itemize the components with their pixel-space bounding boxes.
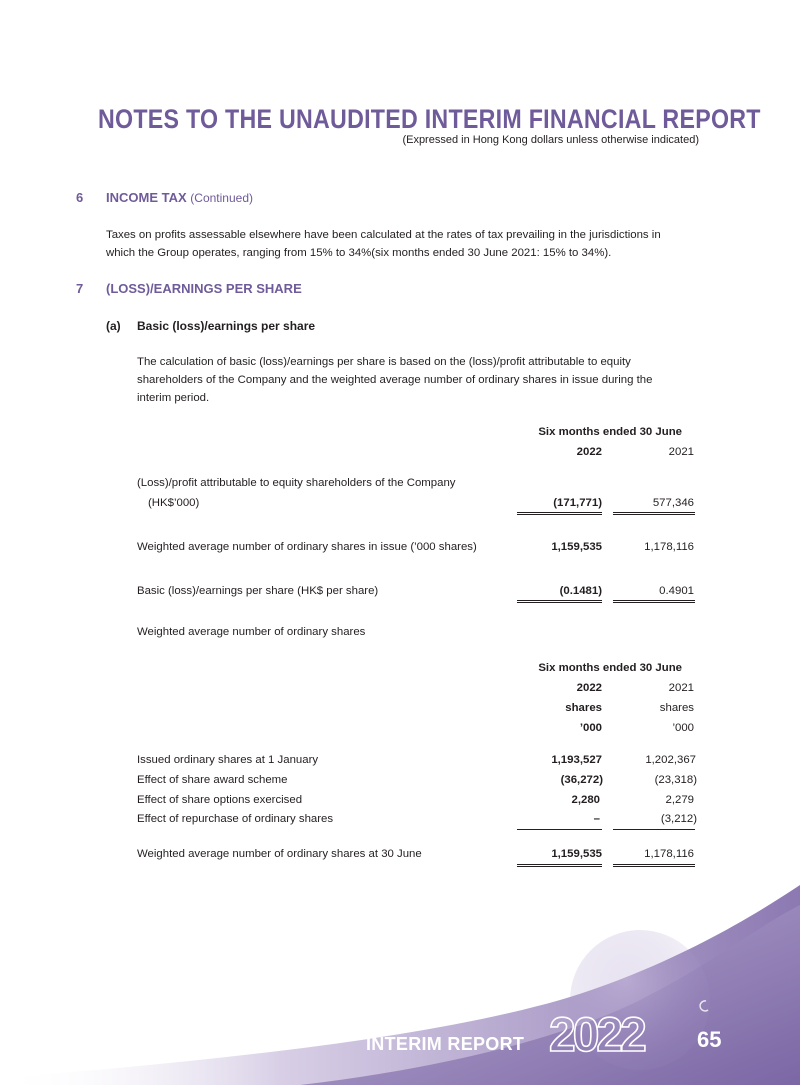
table2-col-2021: 2021 [668,682,694,694]
section-6-number: 6 [76,190,84,205]
table2-row-label: Effect of share options exercised [137,794,303,806]
section-6-title: INCOME TAX [106,190,187,205]
table1-value-2022: (0.1481) [559,585,602,597]
table1-period-header: Six months ended 30 June [538,426,682,438]
table2-row-label: Effect of repurchase of ordinary shares [137,813,334,825]
section-6-heading [106,190,253,205]
single-underline [517,829,602,830]
section-7-heading: (LOSS)/EARNINGS PER SHARE [106,281,302,296]
subsection-a-para-line: shareholders of the Company and the weighted average number of ordinary shares in issue during the [137,374,653,386]
page-subtitle: (Expressed in Hong Kong dollars unless otherwise indicated) [402,134,699,146]
table2-value-2022: – [593,813,600,825]
double-underline [517,512,602,515]
table2-row-label: Effect of share award scheme [137,774,288,786]
section-6-paragraph [106,226,701,262]
table2-value-2021: (3,212) [660,813,697,825]
table2-value-2022: 2,280 [571,794,600,806]
table2-period-header: Six months ended 30 June [538,662,682,674]
table2-caption: Weighted average number of ordinary shares [137,626,366,638]
table2-unit-2022: shares [565,702,602,714]
double-underline [613,512,695,515]
table1-value-2021: 1,178,116 [644,541,694,553]
double-underline [517,600,602,603]
footer-report-title: INTERIM REPORT [366,1034,525,1054]
table1-col-2021: 2021 [668,446,694,458]
table1-row-label: Weighted average number of ordinary shares in issue (’000 shares) [137,541,477,553]
subsection-a-heading: Basic (loss)/earnings per share [137,319,316,333]
table2-value-2021: 1,202,367 [645,754,696,766]
table2-total-2021: 1,178,116 [644,848,694,860]
page-title: NOTES TO THE UNAUDITED INTERIM FINANCIAL REPORT [98,104,761,134]
double-underline [517,864,602,867]
section-6-para-line: Taxes on profits assessable elsewhere have been calculated at the rates of tax prevailing in the jurisdictions in [106,229,661,241]
table1-value-2021: 0.4901 [659,585,694,597]
table2-total-2022: 1,159,535 [551,848,602,860]
table1-value-2022: 1,159,535 [551,541,602,553]
subsection-a-paragraph [137,353,701,407]
section-6-continued: (Continued) [190,191,253,205]
section-7-number: 7 [76,281,84,296]
table2-value-2022: (36,272) [560,774,603,786]
section-6-para-line: which the Group operates, ranging from 15% to 34%(six months ended 30 June 2021: 15% to 34%). [106,247,612,259]
table1-col-2022: 2022 [576,446,602,458]
footer-year: 2022 [549,1009,644,1062]
table2-col-2022: 2022 [576,682,602,694]
subsection-a-para-line: The calculation of basic (loss)/earnings per share is based on the (loss)/profit attributable to equity [137,356,631,368]
table2-unit2-2021: ’000 [672,722,694,734]
table1-row-label: (HK$’000) [148,497,200,509]
single-underline [613,829,695,830]
table1-value-2022: (171,771) [553,497,602,509]
table2-value-2022: 1,193,527 [551,754,602,766]
subsection-a-label: (a) [106,319,121,333]
double-underline [613,600,695,603]
table1-value-2021: 577,346 [652,497,694,509]
double-underline [613,864,695,867]
table1-row-label: (Loss)/profit attributable to equity shareholders of the Company [137,477,456,489]
table2-unit-2021: shares [659,702,694,714]
table2-row-label: Issued ordinary shares at 1 January [137,754,319,766]
table2-total-label: Weighted average number of ordinary shares at 30 June [137,848,422,860]
table2-unit2-2022: ’000 [579,722,602,734]
table2-value-2021: (23,318) [654,774,697,786]
table1-row-label: Basic (loss)/earnings per share (HK$ per share) [137,585,379,597]
subsection-a-para-line: interim period. [137,392,210,404]
table2-value-2021: 2,279 [665,794,694,806]
page-number: 65 [697,1027,722,1052]
